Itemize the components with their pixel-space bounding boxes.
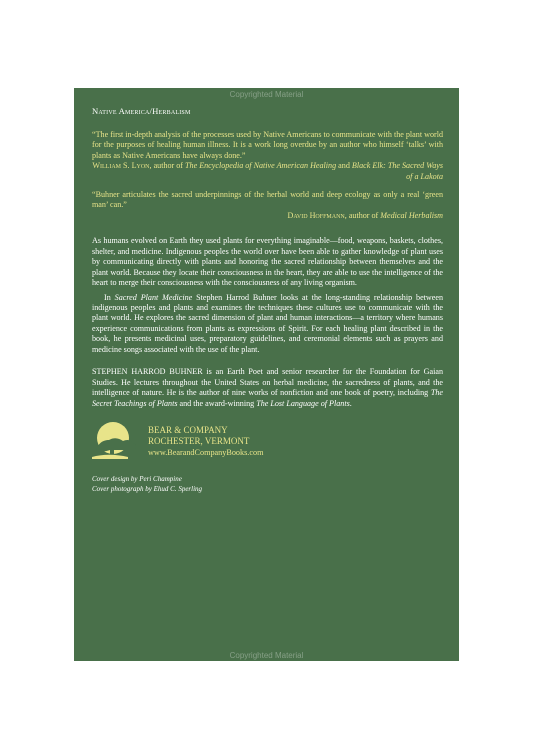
publisher-location: ROCHESTER, VERMONT: [148, 435, 250, 446]
quote-1-author: William S. Lyon: [92, 161, 150, 171]
description-paragraph-1: As humans evolved on Earth they used plants for everything imaginable—food, weapons, baskets, clothes, shelter, and medicine. Indigenous peoples the world over have been able to gather knowledge of plant uses by communicating directly with plants and honoring the sacred relationship between themselves and the plant world. Because they locate their consciousness in the heart, they are able to use the intelligence of the heart to merge their consciousness with the consciousness of any living organism.: [92, 236, 443, 288]
author-bio: STEPHEN HARROD BUHNER is an Earth Poet and senior researcher for the Foundation for Gaian Studies. He lectures throughout the United States on herbal medicine, the sacredness of plants, and the intelligence of nature. He is the author of nine works of nonfiction and one book of poetry, including The Secret Teachings of Plants and the award-winning The Lost Language of Plants.: [92, 367, 443, 408]
publisher-block: [92, 421, 443, 461]
description-paragraph-2: In Sacred Plant Medicine Stephen Harrod Buhner looks at the long-standing relationship between indigenous peoples and plants and examines the techniques these cultures use to communicate with the plant world. He explores the sacred dimension of plant and human interactions—a territory where humans experience communications from plants as expressions of Spirit. For each healing plant described in the book, he presents medicinal uses, preparatory guidelines, and ceremonial elements such as prayers and medicine songs associated with the use of the plant.: [92, 292, 443, 354]
cover-design-credit: Cover design by Peri Champine: [92, 475, 182, 484]
back-cover: [74, 88, 459, 661]
cover-photo-credit: Cover photograph by Ehud C. Sperling: [92, 484, 203, 493]
quote-1-work-2: Black Elk: The Sacred Ways of a Lakota: [351, 161, 443, 181]
quote-2-attribution: David Hoffmann, author of Medical Herbalism: [287, 210, 443, 220]
publisher-url[interactable]: www.BearandCompanyBooks.com: [148, 447, 264, 457]
quote-2-work-1: Medical Herbalism: [380, 210, 443, 220]
publisher-text: [148, 425, 263, 458]
watermark-bottom: Copyrighted Material: [229, 651, 304, 660]
quote-1-attribution: William S. Lyon, author of The Encyclopedia of Native American Healing and Black Elk: The Sacred Ways of a Lakota: [92, 161, 443, 181]
quote-2-author: David Hoffmann: [287, 210, 345, 220]
book-title: Sacred Plant Medicine: [114, 292, 193, 302]
category-label: Native America/Herbalism: [92, 106, 191, 116]
quote-1-work-1: The Encyclopedia of Native American Healing: [185, 161, 337, 171]
bear-logo-icon: [92, 421, 140, 461]
author-name: STEPHEN HARROD BUHNER: [92, 367, 203, 377]
quote-2: “Buhner articulates the sacred underpinnings of the herbal world and deep ecology as only a real ‘green man’ can.”: [92, 190, 443, 210]
cover-credits: [92, 475, 443, 494]
quote-1: “The first in-depth analysis of the processes used by Native Americans to communicate with the plant world for the purposes of healing human illness. It is a work long overdue by an author who himself ‘talks’ with plants as Native Americans have always done.”: [92, 130, 443, 160]
publisher-name: BEAR & COMPANY: [148, 424, 228, 435]
watermark-top: Copyrighted Material: [229, 90, 304, 99]
